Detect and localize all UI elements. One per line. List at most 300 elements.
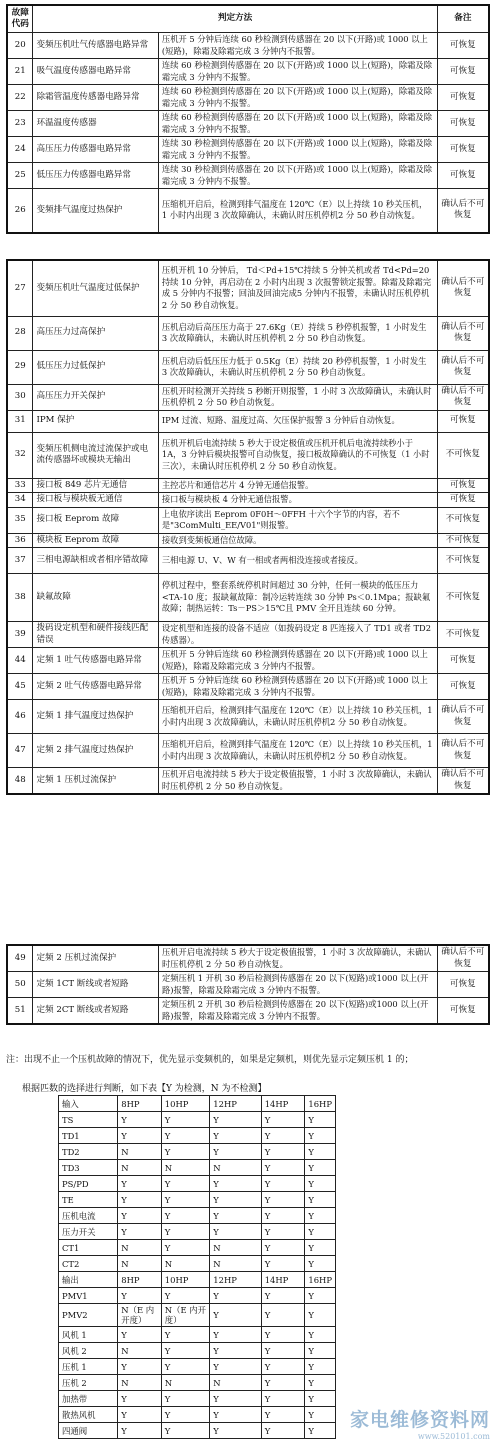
- fault-name: 变频压机侧电流过流保护或电流传感器坏或模块无输出: [33, 432, 158, 478]
- hp-table-row: [59, 1144, 336, 1160]
- hp-cell: N: [118, 1256, 162, 1272]
- fault-code: 37: [7, 548, 33, 574]
- hp-row-label: TD2: [59, 1144, 118, 1160]
- hp-cell: Y: [161, 1407, 210, 1423]
- hp-cell: Y: [305, 1256, 336, 1272]
- table-row: [7, 533, 489, 548]
- hp-cell: Y: [118, 1327, 162, 1343]
- hp-row-label: CT2: [59, 1256, 118, 1272]
- fault-code-table-part3: [6, 944, 490, 1025]
- hp-cell: Y: [210, 1128, 261, 1144]
- hp-cell: 12HP: [210, 1096, 261, 1112]
- hp-table-intro: 根据匹数的选择进行判断，如下表【Y 为检测，N 为不检测】: [22, 1084, 267, 1094]
- fault-note: 可恢复: [437, 33, 489, 59]
- table-row: [7, 972, 489, 998]
- fault-note: 确认后不可恢复: [437, 768, 489, 795]
- fault-method: 压机开 5 分钟后连续 60 秒检测到传感器在 20 以下(开路)或 1000 以上(短路)，除霜及除霜完成 3 分钟内不报警。: [158, 33, 437, 59]
- fault-note: 不可恢复: [437, 432, 489, 478]
- fault-code: 44: [7, 648, 33, 674]
- fault-note: 可恢复: [437, 478, 489, 493]
- hp-row-label: 压力开关: [59, 1224, 118, 1240]
- hp-row-label: 四通阀: [59, 1423, 118, 1439]
- fault-code: 22: [7, 85, 33, 111]
- hp-cell: Y: [210, 1192, 261, 1208]
- hp-cell: Y: [305, 1192, 336, 1208]
- table-row: [7, 945, 489, 972]
- hp-row-label: 风机 1: [59, 1327, 118, 1343]
- hp-table-header-row: [59, 1096, 336, 1112]
- hp-cell: Y: [261, 1407, 305, 1423]
- hp-row-label: TE: [59, 1192, 118, 1208]
- fault-code: 25: [7, 163, 33, 189]
- hp-cell: N: [161, 1160, 210, 1176]
- fault-method: 接收到变频板通信位故障。: [158, 533, 437, 548]
- hp-cell: N: [210, 1240, 261, 1256]
- table-row: [7, 574, 489, 622]
- fault-method: IPM 过流、短路、温度过高、欠压保护报警 3 分钟后自动恢复。: [158, 410, 437, 432]
- hp-cell: Y: [210, 1288, 261, 1304]
- hp-cell: N: [118, 1343, 162, 1359]
- fault-note: 确认后不可恢复: [437, 260, 489, 316]
- hp-table-row: [59, 1112, 336, 1128]
- fault-method: 定频压机 1 开机 30 秒后检测到传感器在 20 以下(短路)或1000 以上(开路)报警，除霜及除霜完成 3 分钟内不报警。: [158, 972, 437, 998]
- hp-row-label: 散热风机: [59, 1407, 118, 1423]
- fault-note: 确认后不可恢复: [437, 945, 489, 972]
- fault-name: 三相电源缺相或者相序错故障: [33, 548, 158, 574]
- fault-code: 36: [7, 533, 33, 548]
- fault-note: 可恢复: [437, 59, 489, 85]
- fault-code: 48: [7, 768, 33, 795]
- hp-cell: Y: [161, 1288, 210, 1304]
- hp-cell: Y: [261, 1160, 305, 1176]
- table-row: [7, 622, 489, 648]
- fault-code: 29: [7, 350, 33, 384]
- fault-note: 可恢复: [437, 648, 489, 674]
- hp-cell: Y: [210, 1208, 261, 1224]
- fault-name: 高压压力传感器电路异常: [33, 137, 158, 163]
- fault-note: 确认后不可恢复: [437, 700, 489, 734]
- table-row: [7, 350, 489, 384]
- fault-code: 47: [7, 734, 33, 768]
- fault-name: 模块板 Eeprom 故障: [33, 533, 158, 548]
- hp-cell: Y: [261, 1391, 305, 1407]
- hp-cell: Y: [118, 1224, 162, 1240]
- hp-cell: Y: [118, 1391, 162, 1407]
- fault-name: 定频 2 排气温度过热保护: [33, 734, 158, 768]
- hp-cell: Y: [118, 1288, 162, 1304]
- fault-note: 可恢复: [437, 410, 489, 432]
- hp-table-row: [59, 1359, 336, 1375]
- fault-code: 30: [7, 384, 33, 410]
- watermark-text: 家电维修资料网: [349, 1409, 490, 1431]
- hp-cell: Y: [261, 1144, 305, 1160]
- hp-cell: N（E 内开度）: [118, 1304, 162, 1327]
- fault-note: 不可恢复: [437, 533, 489, 548]
- fault-method: 压机开启电流持续 5 秒大于设定极值报警，1 小时 3 次故障确认，未确认时压机停机 2 分 50 秒自动恢复。: [158, 945, 437, 972]
- fault-code: 34: [7, 493, 33, 508]
- hp-cell: Y: [261, 1288, 305, 1304]
- fault-code: 26: [7, 189, 33, 233]
- hp-table-row: [59, 1160, 336, 1176]
- hp-cell: Y: [161, 1391, 210, 1407]
- hp-cell: N: [210, 1256, 261, 1272]
- hp-cell: Y: [305, 1224, 336, 1240]
- hp-cell: Y: [210, 1407, 261, 1423]
- hp-cell: Y: [118, 1192, 162, 1208]
- fault-method: 三相电源 U、V、W 有一相或者两相没连接或者接反。: [158, 548, 437, 574]
- fault-code-table-part1: [6, 4, 490, 234]
- hp-cell: N: [161, 1256, 210, 1272]
- fault-method: 停机过程中，整套系统停机时间超过 30 分钟，任何一模块的低压压力<TA-10 度；报缺氟故障：制冷运转连续 30 分钟 Ps＜0.1Mpa；报缺氟故障；制热运转：Ts－PS＞15℃且 PMV 全开且连续 60 分钟。: [158, 574, 437, 622]
- hp-cell: 14HP: [261, 1096, 305, 1112]
- fault-method: 连续 60 秒检测到传感器在 20 以下(开路)或 1000 以上(短路)，除霜及除霜完成 3 分钟内不报警。: [158, 85, 437, 111]
- fault-method: 上电依序读出 Eeprom 0F0H～0FFH 十六个字节的内容，若不是"3ComMulti_EE/V01"则报警。: [158, 507, 437, 533]
- fault-name: 环温温度传感器: [33, 111, 158, 137]
- fault-method: 压缩机开启后，检测到排气温度在 120℃（E）以上持续 10 秒关压机，1 小时内出现 3 次故障确认，未确认时压机停机2 分 50 秒自动恢复。: [158, 734, 437, 768]
- hp-cell: Y: [118, 1423, 162, 1439]
- hp-cell: N: [118, 1375, 162, 1391]
- fault-note: 可恢复: [437, 674, 489, 700]
- hp-cell: Y: [210, 1423, 261, 1439]
- hp-cell: Y: [118, 1359, 162, 1375]
- table-row: [7, 507, 489, 533]
- table-row: [7, 493, 489, 508]
- hp-cell: N: [161, 1375, 210, 1391]
- fault-name: 接口板与模块板无通信: [33, 493, 158, 508]
- hp-cell: Y: [210, 1343, 261, 1359]
- table-row: [7, 33, 489, 59]
- hp-cell: Y: [161, 1144, 210, 1160]
- fault-code: 35: [7, 507, 33, 533]
- fault-code: 46: [7, 700, 33, 734]
- fault-name: 接口板 849 芯片无通信: [33, 478, 158, 493]
- table-row: [7, 768, 489, 795]
- hp-row-label: TS: [59, 1112, 118, 1128]
- table-header-row: [7, 5, 489, 33]
- table-row: [7, 111, 489, 137]
- fault-method: 设定机型和连接的设备不适应（如拨码设定 8 匹连接入了 TD1 或者 TD2 传感器）。: [158, 622, 437, 648]
- fault-code: 20: [7, 33, 33, 59]
- table-row: [7, 432, 489, 478]
- fault-code-table-part2: [6, 259, 490, 795]
- hp-cell: Y: [210, 1359, 261, 1375]
- fault-code: 51: [7, 998, 33, 1025]
- fault-note: 不可恢复: [437, 507, 489, 533]
- hp-table-row: [59, 1375, 336, 1391]
- hp-cell: Y: [261, 1192, 305, 1208]
- hp-cell: Y: [118, 1407, 162, 1423]
- fault-name: 除霜管温度传感器电路异常: [33, 85, 158, 111]
- hp-cell: Y: [305, 1359, 336, 1375]
- hp-row-label: 输出: [59, 1272, 118, 1288]
- hp-cell: 14HP: [261, 1272, 305, 1288]
- fault-method: 压机启动后高压压力高于 27.6Kg（E）持续 5 秒停机报警，1 小时发生 3 次故障确认，未确认时压机停机 2 分 50 秒自动恢复。: [158, 316, 437, 350]
- hp-cell: Y: [161, 1112, 210, 1128]
- fault-method: 压机启动后低压压力低于 0.5Kg（E）持续 20 秒停机报警，1 小时发生 3 次故障确认，未确认时压机停机 2 分 50 秒自动恢复。: [158, 350, 437, 384]
- hp-cell: Y: [161, 1176, 210, 1192]
- fault-code: 24: [7, 137, 33, 163]
- fault-name: 缺氟故障: [33, 574, 158, 622]
- fault-method: 压机开机后电流持续 5 秒大于设定极值或压机开机后电流持续秒小于 1A，3 分钟后模块报警可自动恢复，接口板故障确认的不可恢复（1 小时三次），未确认时压机停机 2 分 50 秒自动恢复。: [158, 432, 437, 478]
- watermark-logo: [340, 1405, 490, 1441]
- hp-row-label: 压机 2: [59, 1375, 118, 1391]
- table-row: [7, 410, 489, 432]
- hp-cell: Y: [161, 1423, 210, 1439]
- fault-note: 可恢复: [437, 137, 489, 163]
- table-row: [7, 137, 489, 163]
- hp-cell: Y: [161, 1128, 210, 1144]
- hp-cell: Y: [210, 1144, 261, 1160]
- fault-name: 低压压力过低保护: [33, 350, 158, 384]
- fault-code: 45: [7, 674, 33, 700]
- fault-name: 定频 2 压机过流保护: [33, 945, 158, 972]
- hp-cell: N（E 内开度）: [161, 1304, 210, 1327]
- hp-cell: Y: [210, 1112, 261, 1128]
- header-fault-code: 故障代码: [7, 5, 33, 33]
- hp-cell: N: [210, 1375, 261, 1391]
- hp-cell: 10HP: [161, 1096, 210, 1112]
- fault-method: 压缩机开启后，检测到排气温度在 120℃（E）以上持续 10 秒关压机，1 小时内出现 3 次故障确认，未确认时压机停机2 分 50 秒自动恢复。: [158, 700, 437, 734]
- fault-method: 压机开 5 分钟后连续 60 秒检测到传感器在 20 以下(开路)或 1000 以上(短路)，除霜及除霜完成 3 分钟内不报警。: [158, 674, 437, 700]
- hp-cell: Y: [305, 1160, 336, 1176]
- table-row: [7, 674, 489, 700]
- hp-cell: Y: [118, 1208, 162, 1224]
- hp-row-label: 输入: [59, 1096, 118, 1112]
- hp-cell: Y: [261, 1112, 305, 1128]
- table-row: [7, 316, 489, 350]
- fault-name: 变频压机吐气温度过低保护: [33, 260, 158, 316]
- hp-cell: Y: [210, 1224, 261, 1240]
- hp-cell: Y: [161, 1208, 210, 1224]
- fault-name: 定频 1 压机过流保护: [33, 768, 158, 795]
- table-row: [7, 163, 489, 189]
- hp-cell: Y: [261, 1128, 305, 1144]
- hp-cell: Y: [305, 1407, 336, 1423]
- hp-table-row: [59, 1407, 336, 1423]
- hp-cell: Y: [161, 1224, 210, 1240]
- fault-note: 确认后不可恢复: [437, 734, 489, 768]
- hp-cell: Y: [305, 1423, 336, 1439]
- hp-cell: Y: [305, 1327, 336, 1343]
- table-row: [7, 59, 489, 85]
- hp-cell: N: [118, 1160, 162, 1176]
- hp-row-label: PMV2: [59, 1304, 118, 1327]
- hp-cell: Y: [305, 1343, 336, 1359]
- fault-method: 压机开启电流持续 5 秒大于设定极值报警，1 小时 3 次故障确认，未确认时压机停机 2 分 50 秒自动恢复。: [158, 768, 437, 795]
- fault-method: 连续 30 秒检测到传感器在 20 以下(开路)或 1000 以上(短路)，除霜及除霜完成 3 分钟内不报警。: [158, 137, 437, 163]
- hp-cell: 8HP: [118, 1272, 162, 1288]
- hp-table-row: [59, 1327, 336, 1343]
- hp-cell: Y: [210, 1304, 261, 1327]
- hp-cell: Y: [261, 1423, 305, 1439]
- hp-row-label: TD3: [59, 1160, 118, 1176]
- hp-cell: Y: [118, 1176, 162, 1192]
- hp-table-row: [59, 1304, 336, 1327]
- fault-note: 可恢复: [437, 998, 489, 1025]
- fault-note: 可恢复: [437, 163, 489, 189]
- hp-cell: Y: [261, 1240, 305, 1256]
- fault-method: 压机开机 10 分钟后， Td＜Pd+15℃持续 5 分钟关机或者 Td<Pd=20 持续 10 分钟，再启动在 2 小时内出现 3 次报警锁定报警。除霜及除霜完成 5 分钟内不报警；回油及回油完成5 分钟内不报警，未确认时压机停机 2 分 50 秒自动恢复。: [158, 260, 437, 316]
- fault-method: 定频压机 2 开机 30 秒后检测到传感器在 20 以下(短路)或1000 以上(开路)报警，除霜及除霜完成 3 分钟内不报警。: [158, 998, 437, 1025]
- table-row: [7, 648, 489, 674]
- fault-method: 连续 60 秒检测到传感器在 20 以下(开路)或 1000 以上(短路)，除霜及除霜完成 3 分钟内不报警。: [158, 111, 437, 137]
- hp-cell: Y: [210, 1176, 261, 1192]
- hp-table-row: [59, 1224, 336, 1240]
- fault-code: 32: [7, 432, 33, 478]
- fault-note: 不可恢复: [437, 622, 489, 648]
- watermark-url: www.520101.com: [417, 1432, 490, 1441]
- fault-code: 49: [7, 945, 33, 972]
- hp-cell: Y: [305, 1176, 336, 1192]
- header-method: 判定方法: [33, 5, 437, 33]
- fault-note: 不可恢复: [437, 548, 489, 574]
- hp-cell: 10HP: [161, 1272, 210, 1288]
- hp-cell: Y: [210, 1391, 261, 1407]
- fault-name: 定频 2 吐气传感器电路异常: [33, 674, 158, 700]
- hp-cell: N: [118, 1144, 162, 1160]
- table-row: [7, 734, 489, 768]
- hp-cell: Y: [261, 1375, 305, 1391]
- hp-row-label: 压机 1: [59, 1359, 118, 1375]
- table-row: [7, 384, 489, 410]
- hp-detection-table: [58, 1095, 336, 1439]
- fault-code: 33: [7, 478, 33, 493]
- fault-note: 不可恢复: [437, 574, 489, 622]
- hp-cell: Y: [305, 1240, 336, 1256]
- fault-name: 定频 1 吐气传感器电路异常: [33, 648, 158, 674]
- fault-name: 吸气温度传感器电路异常: [33, 59, 158, 85]
- hp-cell: Y: [261, 1304, 305, 1327]
- hp-row-label: TD1: [59, 1128, 118, 1144]
- fault-code: 31: [7, 410, 33, 432]
- fault-note: 确认后不可恢复: [437, 316, 489, 350]
- hp-cell: 16HP: [305, 1096, 336, 1112]
- fault-name: 高压压力开关保护: [33, 384, 158, 410]
- header-note: 备注: [437, 5, 489, 33]
- fault-name: 定频 1 排气温度过热保护: [33, 700, 158, 734]
- hp-cell: Y: [261, 1176, 305, 1192]
- fault-method: 压缩机开启后，检测到排气温度在 120℃（E）以上持续 10 秒关压机， 1 小时内出现 3 次故障确认，未确认时压机停机2 分 50 秒自动恢复。: [158, 189, 437, 233]
- hp-cell: Y: [161, 1240, 210, 1256]
- fault-note: 确认后不可恢复: [437, 350, 489, 384]
- hp-table-row: [59, 1288, 336, 1304]
- hp-cell: 12HP: [210, 1272, 261, 1288]
- fault-name: 变频压机吐气传感器电路异常: [33, 33, 158, 59]
- fault-method: 压机开时检测开关持续 5 秒断开则报警，1 小时 3 次故障确认，未确认时压机停机 2 分 50 秒自动恢复。: [158, 384, 437, 410]
- hp-cell: Y: [261, 1343, 305, 1359]
- table-row: [7, 85, 489, 111]
- fault-name: 定频 2CT 断线或者短路: [33, 998, 158, 1025]
- hp-cell: Y: [161, 1192, 210, 1208]
- hp-cell: Y: [305, 1304, 336, 1327]
- table-row: [7, 548, 489, 574]
- hp-table-row: [59, 1256, 336, 1272]
- hp-cell: Y: [161, 1343, 210, 1359]
- hp-table-row: [59, 1176, 336, 1192]
- fault-name: 拨码设定机型和硬件接线匹配错误: [33, 622, 158, 648]
- table-row: [7, 478, 489, 493]
- hp-cell: Y: [305, 1391, 336, 1407]
- table-row: [7, 260, 489, 316]
- hp-table-row: [59, 1343, 336, 1359]
- hp-cell: Y: [261, 1224, 305, 1240]
- hp-row-label: PMV1: [59, 1288, 118, 1304]
- fault-method: 接口板与模块板 4 分钟无通信报警。: [158, 493, 437, 508]
- hp-cell: Y: [305, 1144, 336, 1160]
- hp-cell: Y: [305, 1375, 336, 1391]
- fault-note: 可恢复: [437, 493, 489, 508]
- fault-code: 23: [7, 111, 33, 137]
- hp-cell: Y: [261, 1359, 305, 1375]
- fault-code: 28: [7, 316, 33, 350]
- fault-name: 接口板 Eeprom 故障: [33, 507, 158, 533]
- fault-name: IPM 保护: [33, 410, 158, 432]
- fault-note: 可恢复: [437, 85, 489, 111]
- hp-table-row: [59, 1391, 336, 1407]
- fault-name: 低压压力传感器电路异常: [33, 163, 158, 189]
- fault-note: 确认后不可恢复: [437, 384, 489, 410]
- hp-cell: Y: [161, 1327, 210, 1343]
- hp-cell: N: [210, 1160, 261, 1176]
- fault-code: 27: [7, 260, 33, 316]
- hp-row-label: 压机电流: [59, 1208, 118, 1224]
- fault-name: 变频排气温度过热保护: [33, 189, 158, 233]
- hp-row-label: PS/PD: [59, 1176, 118, 1192]
- fault-code: 21: [7, 59, 33, 85]
- hp-cell: Y: [261, 1256, 305, 1272]
- hp-cell: Y: [305, 1288, 336, 1304]
- hp-cell: Y: [161, 1359, 210, 1375]
- fault-note: 可恢复: [437, 972, 489, 998]
- priority-note: 注：出现不止一个压机故障的情况下，优先显示变频机的，如果是定频机，则优先显示定频压机 1 的；: [6, 1055, 414, 1065]
- fault-name: 定频 1CT 断线或者短路: [33, 972, 158, 998]
- fault-code: 50: [7, 972, 33, 998]
- hp-cell: 16HP: [305, 1272, 336, 1288]
- hp-cell: Y: [305, 1208, 336, 1224]
- hp-row-label: CT1: [59, 1240, 118, 1256]
- table-row: [7, 189, 489, 233]
- hp-cell: N: [118, 1240, 162, 1256]
- fault-method: 主控芯片和通信芯片 4 分钟无通信报警。: [158, 478, 437, 493]
- hp-row-label: 风机 2: [59, 1343, 118, 1359]
- hp-row-label: 加热带: [59, 1391, 118, 1407]
- fault-method: 连续 60 秒检测到传感器在 20 以下(开路)或 1000 以上(短路)，除霜及除霜完成 3 分钟内不报警。: [158, 59, 437, 85]
- fault-method: 压机开 5 分钟后连续 60 秒检测到传感器在 20 以下(开路)或 1000 以上(短路)，除霜及除霜完成 3 分钟内不报警。: [158, 648, 437, 674]
- hp-table-row: [59, 1423, 336, 1439]
- fault-note: 确认后不可恢复: [437, 189, 489, 233]
- hp-cell: 8HP: [118, 1096, 162, 1112]
- hp-cell: Y: [305, 1112, 336, 1128]
- hp-cell: Y: [118, 1112, 162, 1128]
- hp-cell: Y: [210, 1327, 261, 1343]
- hp-table-row: [59, 1192, 336, 1208]
- fault-code: 39: [7, 622, 33, 648]
- hp-cell: Y: [261, 1327, 305, 1343]
- fault-name: 高压压力过高保护: [33, 316, 158, 350]
- hp-table-row: [59, 1208, 336, 1224]
- hp-table-row: [59, 1128, 336, 1144]
- table-row: [7, 700, 489, 734]
- fault-note: 可恢复: [437, 111, 489, 137]
- hp-table-header-row: [59, 1272, 336, 1288]
- hp-cell: Y: [305, 1128, 336, 1144]
- hp-table-row: [59, 1240, 336, 1256]
- hp-cell: Y: [118, 1128, 162, 1144]
- table-row: [7, 998, 489, 1025]
- fault-code: 38: [7, 574, 33, 622]
- fault-method: 连续 30 秒检测到传感器在 20 以下(开路)或 1000 以上(短路)，除霜及除霜完成 3 分钟内不报警。: [158, 163, 437, 189]
- hp-cell: Y: [261, 1208, 305, 1224]
